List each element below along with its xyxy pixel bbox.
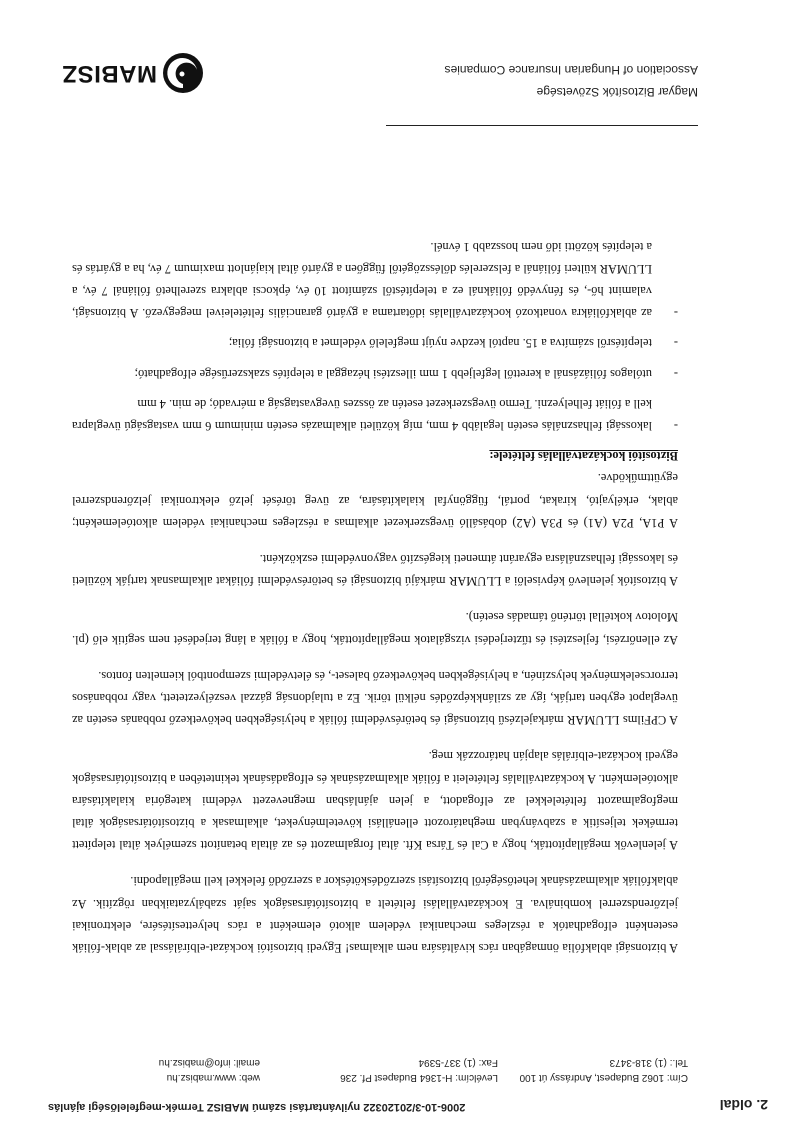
mabisz-logo bbox=[62, 51, 205, 95]
mabisz-swirl-icon bbox=[161, 51, 205, 95]
web-address: web: www.mabisz.hu bbox=[166, 1072, 260, 1083]
contact-online-block bbox=[159, 1055, 260, 1085]
email-address: email: info@mabisz.hu bbox=[158, 1057, 260, 1068]
paragraph-glazing-classes: A P1A, P2A (A1) és P3A (A2) dobásálló üvegszerkezet alkalmas a részleges mechanikai védelem alkotóelemeként; ablak, erkélyajtó, kirakat, portál, függönyfal kialakítására, az üveg törését jelző elektronikai jelzőrendszerrel együttműködve. bbox=[72, 471, 678, 530]
paragraph-explosion-protection: A CPFilms LLUMAR márkajelzésű biztonsági és betörésvédelmi fóliák a helyiségekben bekövetkező robbanás esetén az üveglapot egyben tartják, így az szilánkképződés nélkül törik. Ez a tulajdonság gázzal veszélyeztetett, vagy robbanásos terrorcselekmények helyszínén, a helyiségekben bekövetkező baleset-, és életvédelmi szempontból kiemelten fontos. bbox=[72, 668, 678, 728]
phone-number: Tel.: (1) 318-3473 bbox=[609, 1057, 688, 1068]
document-body bbox=[72, 235, 678, 959]
street-address: Cím: 1062 Budapest, Andrássy út 100 bbox=[519, 1072, 688, 1083]
list-item: - utólagos fóliázásnál a kerettől legfeljebb 1 mm illesztési hézaggal a telepítés szakszerűsége elfogadható; bbox=[72, 362, 678, 384]
contact-address-block bbox=[520, 1055, 688, 1085]
paragraph-fire-spread: Az ellenőrzési, fejlesztési és tűzterjedési vizsgálatok megállapították, hogy a fóliák a láng terjedését nem segítik elő (pl. Molotov koktéllal történő támadás esetén). bbox=[72, 610, 678, 647]
paragraph-glass-film-limits: A biztonsági ablakfólia önmagában rács kiváltására nem alkalmas! Egyedi biztosítói kockázat-elbírálással az ablak-fóliák esetenként elfogadhatók a részleges mechanikai védelem alkotó elemeként a rács helyettesítésére, elektronikai jelzőrendszerrel kombinálva. E kockázatvállalási feltételt a biztosítótársaságok saját szabályzataikban rögzítik. Az ablakfóliák alkalmazásának lehetőségéről biztosítási szerződéskötéskor a szerződő felekkel kell megállapodni. bbox=[72, 874, 678, 955]
postal-address: Levélcím: H-1364 Budapest Pf. 236 bbox=[340, 1072, 498, 1083]
document-reference: 2006-10-3/20120322 nyilvántartási számú MABISZ Termék-megfelelőségi ajánlás bbox=[48, 1101, 466, 1113]
organization-name-en: Association of Hungarian Insurance Companies bbox=[444, 63, 698, 77]
contact-mail-block bbox=[340, 1055, 498, 1085]
page-number: 2. oldal bbox=[719, 1097, 768, 1113]
fax-number: Fax: (1) 337-5394 bbox=[418, 1057, 498, 1068]
list-item: - telepítésről számítva a 15. naptól kezdve nyújt megfelelő védelmet a biztonsági fólia; bbox=[72, 332, 678, 354]
section-heading-conditions: Biztosítói kockázatvállalás feltétele: bbox=[489, 449, 678, 464]
list-item: - az ablakfóliákra vonatkozó kockázatvállalás időtartama a gyártó garanciális feltételeivel megegyező. A biztonsági, valamint hő-, és fényvédő fóliáknál ez a telepítéstől számított 10 év, épkocsi ablakra szerelhető fóliánál 7 év, a LLUMAR külteri fóliánál a felszerelés dőlésszögétől függően a gyártó által kiajánlott maximum 7 év, ha a gyártás és a telepítés közötti idő nem hosszabb 1 évnél. bbox=[72, 235, 678, 324]
paragraph-test-findings: A jelenlevők megállapították, hogy a Cal és Társa Kft. által forgalmazott és az általa betanított személyek által telepített termékek teljesítik a szabványban meghatározott ellenállási követelményeket, alkalmasak a biztosítótársaságok által megfogalmazott feltételekkel az elfogadott, a jelen ajánlásban megnevezett védelmi kategória kialakítására alkotóelemként. A kockázatvállalás feltételeit a fóliák alkalmazásának és elfogadásának tekintetében a biztosítótársaságok egyedi kockázat-elbírálás alapján határozzák meg. bbox=[72, 749, 678, 853]
footer-divider bbox=[386, 125, 698, 126]
logo-wordmark: MABISZ bbox=[62, 60, 157, 87]
paragraph-insurer-opinion: A biztosítók jelenlevő képviselői a LLUMAR márkájú biztonsági és betörésvédelmi fóliákat alkalmasnak tartják közületi és lakossági felhasználásra egyaránt átmeneti kiegészítő vagyonvédelmi eszközként. bbox=[72, 551, 678, 589]
footer-organization bbox=[445, 59, 698, 103]
list-item: - lakossági felhasználás esetén legalább 4 mm, míg közületi alkalmazás esetén minimum 6 mm vastagságú üveglapra kell a fóliát felhelyezni. Termo üvegszerkezet esetén az összes üvegvastagság a mérvadó; de min. 4 mm bbox=[72, 393, 678, 437]
conditions-list bbox=[72, 235, 678, 437]
organization-name-hu: Magyar Biztosítók Szövetsége bbox=[536, 85, 698, 99]
